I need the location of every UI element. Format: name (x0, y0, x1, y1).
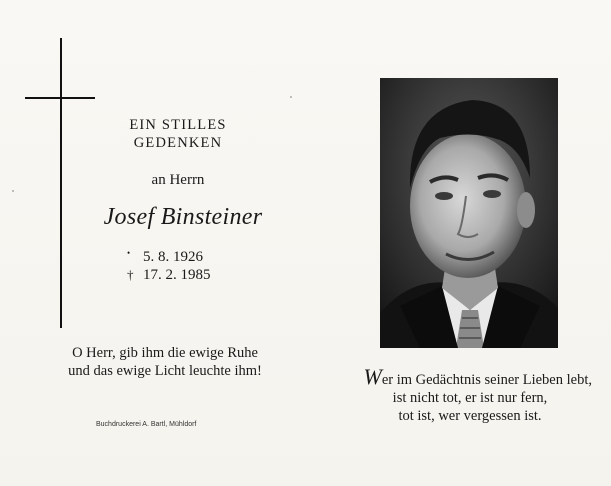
printer-credit: Buchdruckerei A. Bartl, Mühldorf (96, 421, 197, 428)
life-dates (127, 248, 211, 284)
cross-icon-horizontal (25, 97, 95, 99)
quote-line-1-rest: er im Gedächtnis seiner Lieben lebt, (381, 372, 592, 388)
cross-icon-vertical (60, 38, 62, 328)
deceased-name: Josef Binsteiner (103, 204, 263, 230)
paper-speck (290, 96, 292, 98)
death-date: 17. 2. 1985 (143, 267, 211, 283)
birth-star-icon: • (127, 248, 131, 258)
prayer-line-1: O Herr, gib ihm die ewige Ruhe (72, 345, 258, 361)
death-cross-icon: † (127, 267, 134, 282)
prayer-line-2: und das ewige Licht leuchte ihm! (68, 363, 262, 379)
salutation: an Herrn (151, 172, 205, 188)
death-row (127, 266, 211, 284)
memorial-heading (108, 116, 248, 152)
quote-line-1 (340, 364, 600, 389)
birth-date: 5. 8. 1926 (143, 249, 203, 265)
heading-line-1: EIN STILLES (129, 117, 227, 133)
heading-line-2: GEDENKEN (133, 135, 223, 151)
portrait-photo (380, 78, 558, 348)
prayer-text (55, 344, 275, 380)
quote-initial: W (363, 364, 382, 389)
paper-speck (12, 190, 14, 192)
quote-line-3: tot ist, wer vergessen ist. (398, 408, 542, 424)
quote-line-2: ist nicht tot, er ist nur fern, (392, 390, 548, 406)
birth-row (127, 248, 211, 266)
memorial-quote (340, 364, 600, 425)
